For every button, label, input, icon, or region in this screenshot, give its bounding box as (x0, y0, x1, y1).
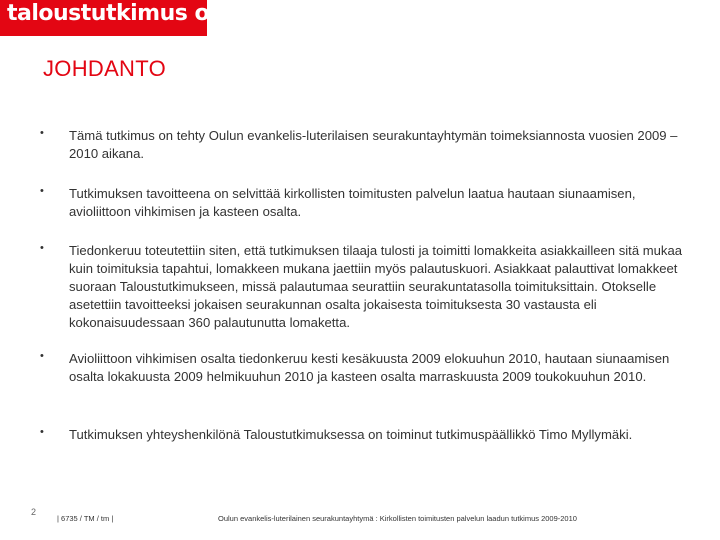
bullet-text: Tämä tutkimus on tehty Oulun evankelis-luterilaisen seurakuntayhtymän toimeksiannosta vuosien 2009 – 2010 aikana. (69, 128, 678, 161)
logo-text: taloustutkimus oy (7, 1, 223, 26)
footer-report-title: Oulun evankelis-luterilainen seurakuntayhtymä : Kirkollisten toimitusten palvelun laadun tutkimus 2009-2010 (218, 514, 577, 523)
bullet-marker: • (40, 127, 44, 139)
bullet-text: Tutkimuksen tavoitteena on selvittää kirkollisten toimitusten palvelun laatua hautaan siunaamisen, avioliittoon vihkimisen ja kasteen osalta. (69, 186, 636, 219)
bullet-text: Tiedonkeruu toteutettiin siten, että tutkimuksen tilaaja tulosti ja toimitti lomakkeita asiakkailleen sitä mukaa kuin toimituksia tapahtui, lomakkeen mukana jaettiin myös palautuskuori. Asiakkaat palauttivat lomakkeet suoraan Taloustutkimukseen, missä palautumaa seurattiin seurakuntatasolla toimituksittain. Otokselle asetettiin tavoitteeksi jokaisen seurakunnan osalta jokaisesta toimituksesta 30 vastausta eli kokonaisuudessaan 360 palautunutta lomaketta. (69, 243, 683, 330)
bullet-text: Avioliittoon vihkimisen osalta tiedonkeruu kesti kesäkuusta 2009 elokuuhun 2010, hautaan siunaamisen osalta lokakuusta 2009 helmikuuhun 2010 ja kasteen osalta marraskuusta 2009 toukokuuhun 2010. (69, 351, 670, 384)
bullet-marker: • (40, 350, 44, 362)
bullet-text: Tutkimuksen yhteyshenkilönä Taloustutkimuksessa on toiminut tutkimuspäällikkö Timo Myllymäki. (69, 427, 633, 442)
footer-project-code: | 6735 / TM / tm | (57, 514, 114, 523)
company-logo (0, 0, 223, 36)
bullet-marker: • (40, 426, 44, 438)
page-title: JOHDANTO (43, 56, 167, 81)
page-number: 2 (31, 507, 37, 517)
bullet-marker: • (40, 185, 44, 197)
bullet-marker: • (40, 242, 44, 254)
